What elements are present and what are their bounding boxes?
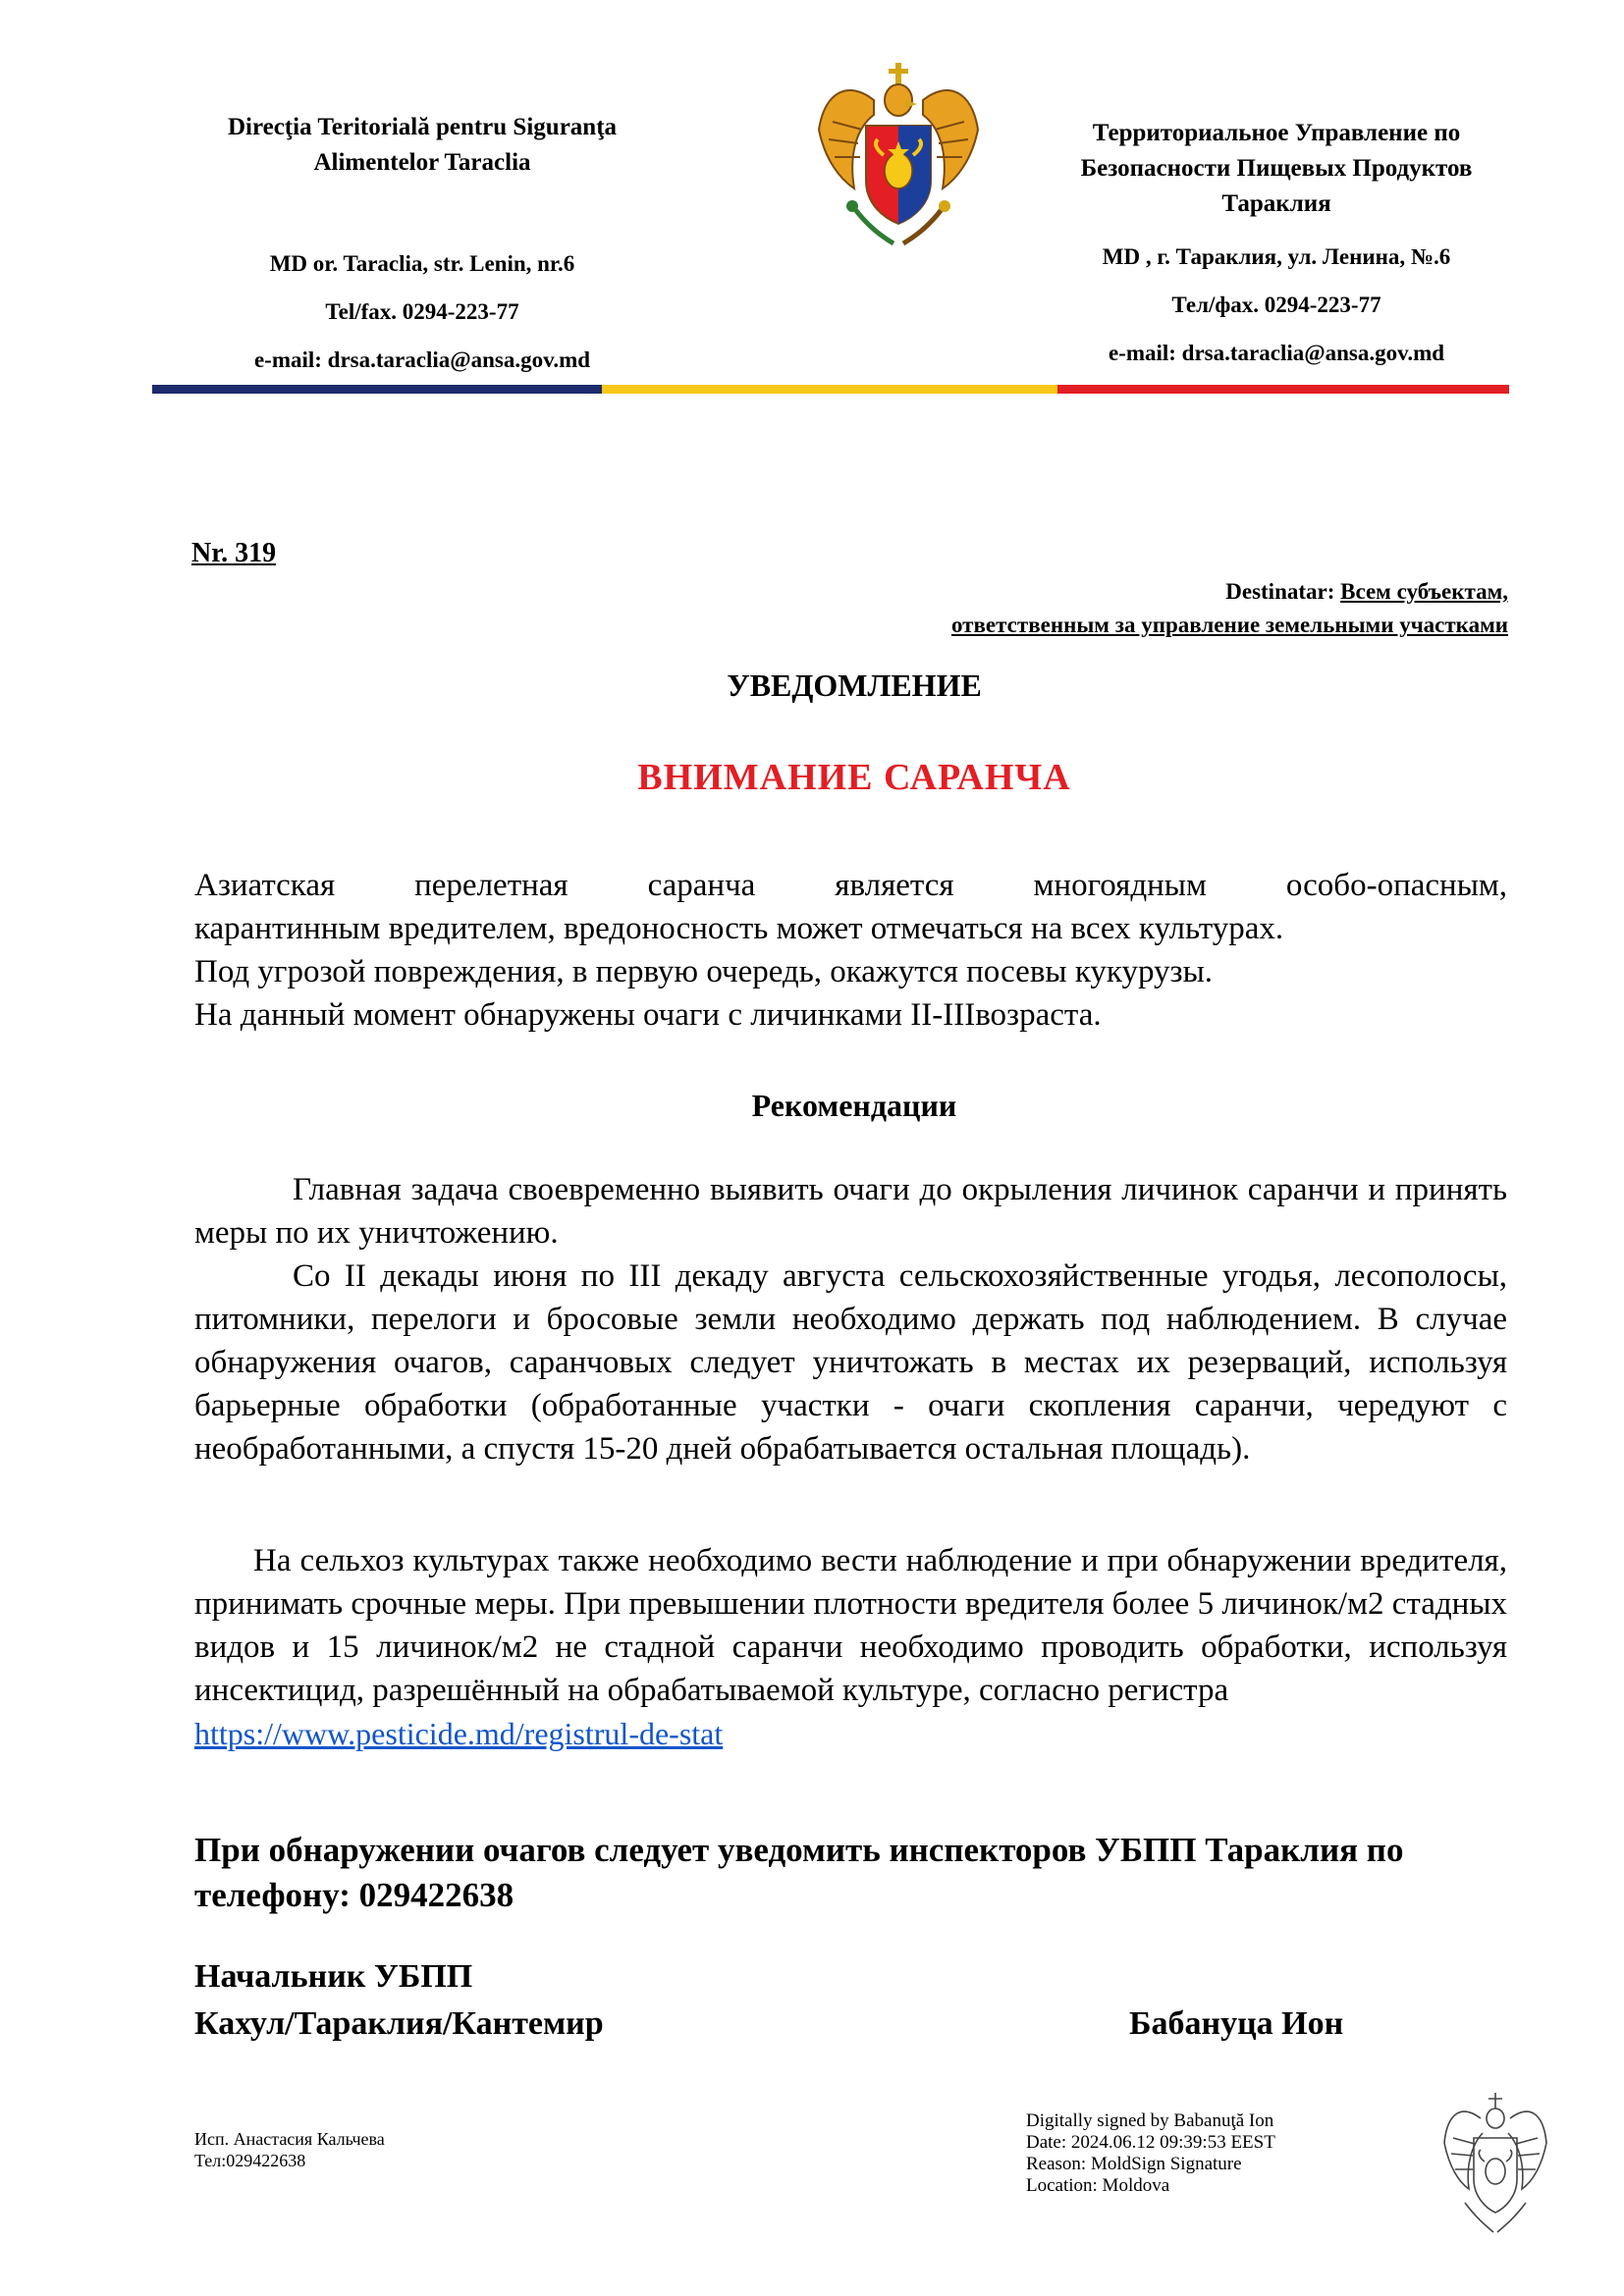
rec-paragraph-2-text: Со II декады июня по III декаду августа сельскохозяйственные угодья, лесополосы, питомники, перелоги и бросовые земли необходимо держать под наблюдением. В случае обнаружения очагов, саранчовых следует уничтожать в местах их резерваций, используя барьерные обработки (обработанные участки - очаги скопления саранчи, чередуют с необработанными, а спустя 15-20 дней обрабатывается остальная площадь). <box>194 1258 1507 1467</box>
rec-paragraph-1-text: Главная задача своевременно выявить очаги до окрыления личинок саранчи и принять меры по их уничтожению. <box>194 1172 1507 1251</box>
recipient-label: Destinatar: <box>1225 579 1335 604</box>
intro-line: На данный момент обнаружены очаги с личинками II-IIIвозраста. <box>194 997 1102 1033</box>
header-ro-title <box>147 110 697 181</box>
recipient-block <box>951 575 1508 642</box>
digital-signature-line: Digitally signed by Babanuţă Ion <box>1026 2110 1274 2131</box>
recommendations-title: Рекомендации <box>751 1088 957 1123</box>
rec-paragraph-2 <box>194 1255 1507 1470</box>
digital-signature-seal-emblem <box>1441 2089 1549 2236</box>
header-ro-title-line: Alimentelor Taraclia <box>313 149 531 176</box>
recipient-desc: ответственным за управление земельными участками <box>950 613 1508 637</box>
signer-title <box>194 1953 604 2048</box>
header-stripe-red <box>1057 385 1509 394</box>
intro-line: Под угрозой повреждения, в первую очередь, окажутся посевы кукурузы. <box>194 954 1213 989</box>
alert-title: ВНИМАНИЕ САРАНЧА <box>637 757 1071 798</box>
signer-title-line-2: Кахул/Тараклия/Кантемир <box>194 2005 604 2042</box>
header-ru-title-line: Тараклия <box>1221 190 1331 217</box>
header-ro-title-line: Direcţia Teritorială pentru Siguranţa <box>227 114 618 140</box>
moldova-coat-of-arms-emblem <box>815 61 982 253</box>
intro-line: Азиатская перелетная саранча является многоядным особо-опасным, <box>194 868 1507 903</box>
header-ro-phone: Tel/fax. 0294-223-77 <box>325 299 519 324</box>
recipient-line-2 <box>951 609 1508 642</box>
rec-paragraph-1 <box>194 1168 1507 1255</box>
header-ru-title-line: Территориальное Управление по <box>1092 120 1461 146</box>
intro-line: карантинным вредителем, вредоносность может отмечаться на всех культурах. <box>194 911 1284 946</box>
signer-name: Бабануца Ион <box>1129 2005 1344 2042</box>
pesticide-registry-link[interactable]: https://www.pesticide.md/registrul-de-stat <box>194 1716 724 1751</box>
header-stripe-blue <box>152 385 602 394</box>
digital-signature-info <box>1026 2110 1275 2197</box>
header-ru-phone: Тел/фах. 0294-223-77 <box>1171 293 1381 317</box>
rec-paragraph-3 <box>194 1539 1507 1756</box>
header-stripe-yellow <box>602 385 1057 394</box>
header-ru-title <box>1001 116 1551 222</box>
executor-block <box>194 2128 385 2171</box>
executor-phone: Тел:029422638 <box>194 2151 306 2170</box>
digital-signature-line: Date: 2024.06.12 09:39:53 EEST <box>1026 2132 1275 2153</box>
executor-name: Исп. Анастасия Кальчева <box>194 2129 385 2149</box>
intro-paragraph <box>194 864 1507 1037</box>
contact-notice: При обнаружении очагов следует уведомить инспекторов УБПП Тараклия по телефону: 029422638 <box>194 1831 1404 1914</box>
header-ru-title-line: Безопасности Пищевых Продуктов <box>1080 155 1473 182</box>
recipient-line-1 <box>951 575 1508 609</box>
header-ro-email: e-mail: drsa.taraclia@ansa.gov.md <box>253 347 591 372</box>
header-ru-email: e-mail: drsa.taraclia@ansa.gov.md <box>1108 341 1445 365</box>
notice-title: УВЕДОМЛЕНИЕ <box>727 667 982 703</box>
signer-title-line-1: Начальник УБПП <box>194 1958 473 1995</box>
digital-signature-line: Reason: MoldSign Signature <box>1026 2154 1242 2174</box>
recipient-name: Всем субъектам, <box>1340 579 1508 604</box>
letter-number: Nr. 319 <box>191 538 277 568</box>
header-ro-address: MD or. Taraclia, str. Lenin, nr.6 <box>269 251 575 276</box>
header-ru-address: MD , г. Тараклия, ул. Ленина, №.6 <box>1102 244 1451 269</box>
rec-paragraph-3-text: На сельхоз культурах также необходимо вести наблюдение и при обнаружении вредителя, принимать срочные меры. При превышении плотности вредителя более 5 личинок/м2 стадных видов и 15 личинок/м2 не стадной саранчи необходимо проводить обработки, используя инсектицид, разрешённый на обрабатываемой культуре, согласно регистра <box>194 1543 1507 1708</box>
digital-signature-line: Location: Moldova <box>1026 2175 1170 2196</box>
